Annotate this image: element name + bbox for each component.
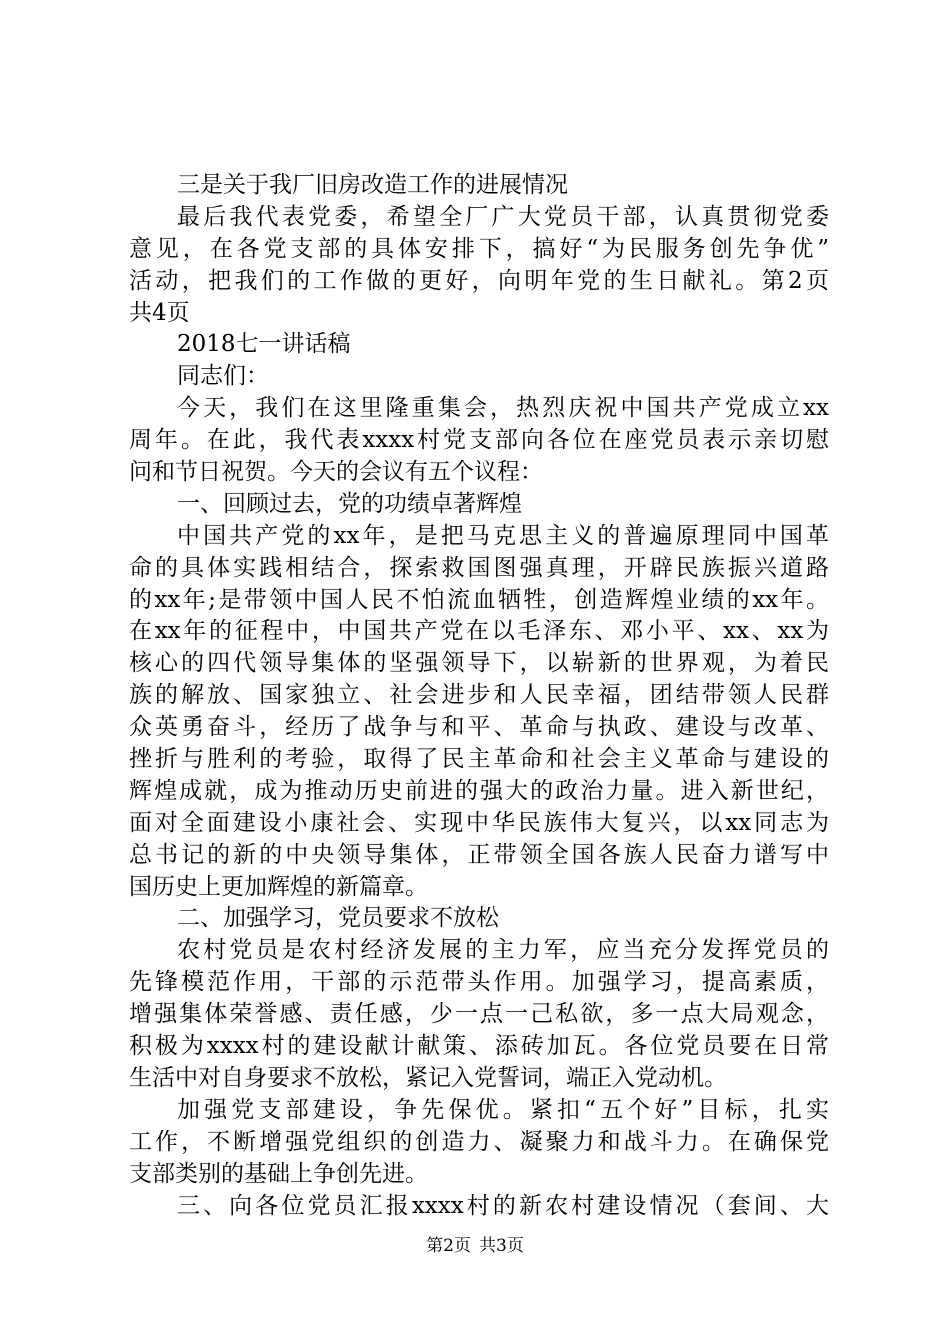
paragraph-line: 加强党支部建设，争先保优。紧扣“五个好”目标，扎实 <box>177 1096 829 1123</box>
document-title: 2018七一讲话稿 <box>177 331 351 358</box>
paragraph-line: 今天，我们在这里隆重集会，热烈庆祝中国共产党成立xx <box>177 395 829 422</box>
document-body <box>129 170 829 1222</box>
paragraph-line: 工作，不断增强党组织的创造力、凝聚力和战斗力。在确保党 <box>129 1128 829 1155</box>
paragraph-line: 问和节日祝贺。今天的会议有五个议程： <box>129 459 543 486</box>
page-footer <box>0 1234 950 1258</box>
section-heading: 一、回顾过去，党的功绩卓著辉煌 <box>177 490 522 517</box>
paragraph-line: 国历史上更加辉煌的新篇章。 <box>129 873 428 900</box>
paragraph-line: 最后我代表党委，希望全厂广大党员干部，认真贯彻党委 <box>177 203 829 230</box>
paragraph-line: 命的具体实践相结合，探索救国图强真理，开辟民族振兴道路 <box>129 554 829 581</box>
paragraph-line: 活动，把我们的工作做的更好，向明年党的生日献礼。第2页 <box>129 267 829 294</box>
paragraph-line: 的xx年;是带领中国人民不怕流血牺牲，创造辉煌业绩的xx年。 <box>129 586 829 613</box>
paragraph-line: 生活中对自身要求不放松，紧记入党誓词，端正入党动机。 <box>129 1064 727 1091</box>
section-heading: 三、向各位党员汇报xxxx村的新农村建设情况（套间、大 <box>177 1192 829 1219</box>
paragraph-line: 三是关于我厂旧房改造工作的进展情况 <box>177 172 568 198</box>
paragraph-line: 农村党员是农村经济发展的主力军，应当充分发挥党员的 <box>177 937 829 964</box>
paragraph-line: 中国共产党的xx年，是把马克思主义的普遍原理同中国革 <box>177 522 829 549</box>
paragraph-line: 意见，在各党支部的具体安排下，搞好“为民服务创先争优” <box>129 235 829 262</box>
paragraph-line: 挫折与胜利的考验，取得了民主革命和社会主义革命与建设的 <box>129 746 829 773</box>
paragraph-line: 辉煌成就，成为推动历史前进的强大的政治力量。进入新世纪， <box>129 777 829 804</box>
paragraph-line: 周年。在此，我代表xxxx村党支部向各位在座党员表示亲切慰 <box>129 427 829 454</box>
paragraph-line: 众英勇奋斗，经历了战争与和平、革命与执政、建设与改革、 <box>129 714 829 741</box>
page-number: 第2页 <box>426 1236 471 1256</box>
section-heading: 二、加强学习，党员要求不放松 <box>177 905 499 932</box>
paragraph-line: 积极为xxxx村的建设献计献策、添砖加瓦。各位党员要在日常 <box>129 1033 829 1060</box>
paragraph-line: 共4页 <box>129 299 190 326</box>
paragraph-line: 族的解放、国家独立、社会进步和人民幸福，团结带领人民群 <box>129 682 829 709</box>
paragraph-line: 核心的四代领导集体的坚强领导下，以崭新的世界观，为着民 <box>129 650 829 677</box>
paragraph-line: 在xx年的征程中，中国共产党在以毛泽东、邓小平、xx、xx为 <box>129 618 829 645</box>
paragraph-line: 先锋模范作用，干部的示范带头作用。加强学习，提高素质， <box>129 969 829 996</box>
paragraph-line: 支部类别的基础上争创先进。 <box>129 1160 428 1187</box>
salutation: 同志们： <box>177 363 269 390</box>
paragraph-line: 面对全面建设小康社会、实现中华民族伟大复兴，以xx同志为 <box>129 809 829 836</box>
page-total: 共3页 <box>479 1236 524 1256</box>
paragraph-line: 增强集体荣誉感、责任感，少一点一己私欲，多一点大局观念， <box>129 1001 829 1028</box>
paragraph-line: 总书记的新的中央领导集体，正带领全国各族人民奋力谱写中 <box>129 841 829 868</box>
